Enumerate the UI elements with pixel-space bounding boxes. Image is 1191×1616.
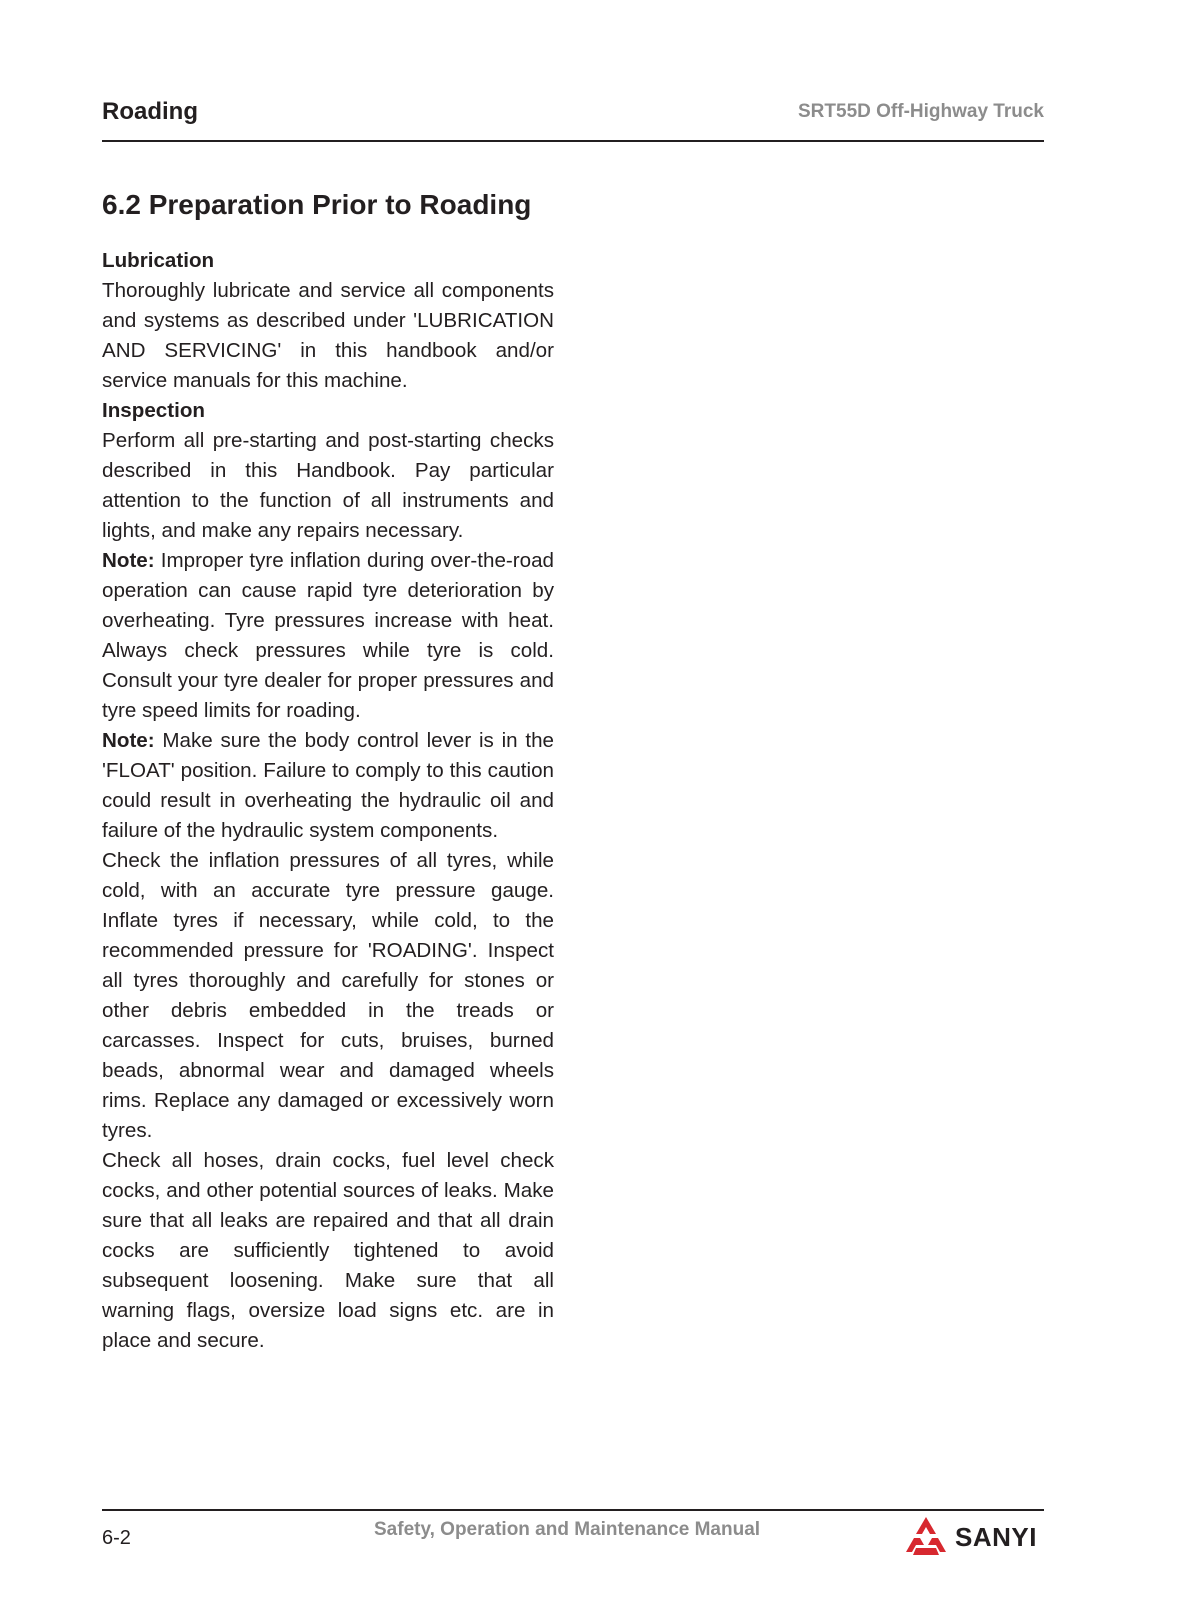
note-tyre-inflation: [102, 546, 554, 726]
inspection-heading: Inspection: [102, 399, 205, 422]
logo-wordmark: SANYI: [955, 1521, 1037, 1552]
running-header-section: Roading: [102, 98, 198, 125]
leak-check-paragraph: Check all hoses, drain cocks, fuel level check cocks, and other potential sources of leaks. Make sure that all leaks are repaired and that all drain cocks are sufficiently tightened to avoid subsequent loosening. Make sure that all warning flags, oversize load signs etc. are in place and secure.: [102, 1149, 554, 1352]
tyre-check-paragraph: Check the inflation pressures of all tyres, while cold, with an accurate tyre pressure gauge. Inflate tyres if necessary, while cold, to the recommended pressure for 'ROADING'. Inspect all tyres thoroughly and carefully for stones or other debris embedded in the treads or carcasses. Inspect for cuts, bruises, burned beads, abnormal wear and damaged wheels rims. Replace any damaged or excessively worn tyres.: [102, 849, 554, 1142]
note-label: Note:: [102, 549, 155, 572]
note-body-control-lever-text: Make sure the body control lever is in the 'FLOAT' position. Failure to comply to this caution could result in overheating the hydraulic oil and failure of the hydraulic system components.: [102, 729, 554, 842]
note-label: Note:: [102, 729, 155, 752]
footer-manual-title: Safety, Operation and Maintenance Manual: [374, 1519, 761, 1540]
inspection-paragraph: Perform all pre-starting and post-starting checks described in this Handbook. Pay particular attention to the function of all instruments and lights, and make any repairs necessary.: [102, 429, 554, 542]
note-tyre-inflation-text: Improper tyre inflation during over-the-road operation can cause rapid tyre deterioration by overheating. Tyre pressures increase with heat. Always check pressures while tyre is cold. Consult your tyre dealer for proper pressures and tyre speed limits for roading.: [102, 549, 554, 722]
sanyi-logo: [903, 1514, 1037, 1560]
sanyi-logo-icon: [903, 1515, 949, 1559]
running-header-model: SRT55D Off-Highway Truck: [798, 101, 1044, 122]
header-divider: [102, 140, 1044, 142]
footer-divider: [102, 1509, 1044, 1511]
section-title: 6.2 Preparation Prior to Roading: [102, 189, 532, 220]
lubrication-heading: Lubrication: [102, 249, 215, 272]
page-number: 6-2: [102, 1527, 131, 1549]
note-body-control-lever: [102, 726, 554, 846]
lubrication-paragraph: Thoroughly lubricate and service all components and systems as described under 'LUBRICATION AND SERVICING' in this handbook and/or service manuals for this machine.: [102, 279, 554, 392]
body-text-column: [102, 246, 554, 1356]
